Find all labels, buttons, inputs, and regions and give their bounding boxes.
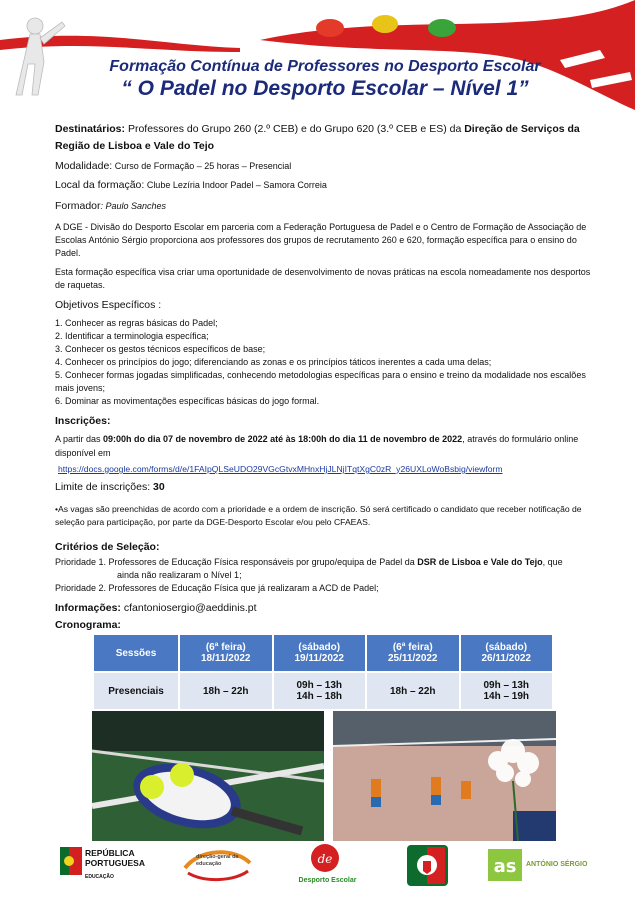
objetivos-list	[55, 317, 592, 408]
objetivo-item: 1. Conhecer as regras básicas do Padel;	[55, 318, 218, 328]
padel-racket-photo	[92, 711, 324, 841]
date-label: 18/11/2022	[201, 653, 251, 664]
local-value: Clube Lezíria Indoor Padel – Samora Correia	[144, 180, 327, 190]
republica-text: REPÚBLICA	[85, 848, 135, 858]
inscricoes-title: Inscrições:	[55, 415, 111, 427]
day-header	[180, 635, 272, 671]
inscricoes-period: 09:00h do dia 07 de novembro de 2022 até às 18:00h do dia 11 de novembro de 2022	[103, 434, 463, 444]
formador-value: : Paulo Sanches	[100, 201, 167, 211]
prioridade-1-region: DSR de Lisboa e Vale do Tejo	[417, 557, 543, 567]
table-row	[94, 673, 552, 709]
hours-value: 18h – 22h	[389, 685, 436, 697]
desporto-escolar-icon	[310, 843, 340, 873]
vagas-note: •As vagas são preenchidas de acordo com a prioridade e a ordem de inscrição. Só será certificado o candidato que receber notificação de seleção para participação, por parte da DGE-Desporto Escolar e/ou pelo CFAEAS.	[55, 504, 582, 527]
objetivos-title: Objetivos Específicos :	[55, 299, 162, 311]
as-icon	[488, 849, 522, 881]
informacoes-label: Informações:	[55, 602, 121, 614]
hours-cell	[274, 673, 366, 709]
day-header	[461, 635, 553, 671]
modalidade-label: Modalidade:	[55, 160, 113, 172]
weekday-label: (6ª feira)	[205, 642, 246, 653]
federation-shield-icon	[405, 843, 450, 888]
dge-logo	[180, 843, 255, 891]
objetivo-item: 2. Identificar a terminologia específica;	[55, 331, 209, 341]
date-label: 19/11/2022	[294, 653, 344, 664]
date-label: 26/11/2022	[481, 653, 531, 664]
course-subtitle: Formação Contínua de Professores no Desporto Escolar	[109, 58, 541, 75]
intro-paragraph-2: Esta formação específica visa criar uma oportunidade de desenvolvimento de novas práticas na escola nomeadamente nos desportos de raquetas.	[55, 267, 591, 290]
portugal-flag-icon	[60, 847, 82, 875]
hours-value: 14h – 19h	[483, 691, 530, 702]
cronograma-table	[92, 633, 554, 711]
criterios-list	[55, 556, 592, 595]
table-header-row	[94, 635, 552, 671]
objetivo-item: 6. Dominar as movimentações específicas básicas do jogo formal.	[55, 396, 320, 406]
prioridade-1-text: Prioridade 1. Professores de Educação Física responsáveis por grupo/equipa de Padel da	[55, 557, 418, 567]
destinatarios-label: Destinatários:	[55, 123, 126, 135]
prioridade-2: Prioridade 2. Professores de Educação Física que já realizaram a ACD de Padel;	[55, 583, 379, 593]
hours-cell	[461, 673, 553, 709]
presenciais-label: Presenciais	[94, 673, 178, 709]
local-label: Local da formação:	[55, 179, 145, 191]
destinatarios-section	[55, 121, 592, 155]
day-header	[274, 635, 366, 671]
hours-cell	[180, 673, 272, 709]
inscricoes-post: , através do formulário online disponível em	[55, 434, 579, 458]
informacoes-email[interactable]: cfantoniosergio@aeddinis.pt	[120, 602, 257, 614]
portuguesa-text: PORTUGUESA	[85, 858, 145, 868]
course-title: “ O Padel no Desporto Escolar – Nível 1”	[121, 77, 529, 100]
weekday-label: (sábado)	[298, 642, 341, 653]
prioridade-1	[55, 556, 592, 569]
hours-value: 14h – 18h	[296, 691, 343, 702]
svg-text:as: as	[493, 856, 517, 877]
desporto-escolar-text: Desporto Escolar	[298, 877, 357, 884]
padel-federation-logo	[405, 843, 450, 891]
inscricoes-text	[55, 432, 592, 460]
hours-value: 09h – 13h	[296, 680, 343, 691]
hours-cell	[367, 673, 459, 709]
educacao-text: EDUCAÇÃO	[85, 874, 114, 880]
dge-text: direção-geral da educação	[196, 854, 239, 867]
modalidade-line	[55, 159, 291, 174]
form-link-row	[58, 462, 595, 476]
form-link[interactable]: https://docs.google.com/forms/d/e/1FAIpQLSeUDO29VGcGtvxMHnxHjJLNjITqtXgC0zR_y26UXLoWoBsbig/viewform	[58, 464, 503, 474]
antonio-sergio-text: ANTÓNIO SÉRGIO	[526, 861, 588, 868]
prioridade-1-cont: ainda não realizaram o Nível 1;	[117, 570, 242, 580]
republica-portuguesa-logo	[60, 843, 155, 891]
informacoes-line	[55, 601, 257, 616]
criterios-title: Critérios de Seleção:	[55, 541, 160, 553]
destinatarios-region: Direção de Serviços da Região de Lisboa e Vale do Tejo	[55, 123, 580, 152]
hours-value: 18h – 22h	[202, 685, 249, 697]
sessoes-header: Sessões	[94, 635, 178, 671]
destinatarios-text: Professores do Grupo 260 (2.º CEB) e do Grupo 620 (3.º CEB e ES) da	[125, 123, 465, 135]
intro-paragraph-1: A DGE - Divisão do Desporto Escolar em parceria com a Federação Portuguesa de Padel e o Centro de Formação de Associação de Escolas António Sérgio proporciona aos professores dos grupos de recrutamento 260 e 620, formação específica para o ensino do Padel.	[55, 222, 587, 258]
desporto-escolar-logo	[290, 843, 365, 891]
limite-label: Limite de inscrições:	[55, 481, 151, 493]
weekday-label: (6ª feira)	[392, 642, 433, 653]
limite-value: 30	[150, 481, 165, 493]
hours-value: 09h – 13h	[483, 680, 530, 691]
modalidade-value: Curso de Formação – 25 horas – Presencial	[112, 161, 292, 171]
svg-text:de: de	[317, 852, 333, 866]
antonio-sergio-logo	[488, 843, 588, 891]
limite-line	[55, 480, 165, 495]
formador-line	[55, 199, 166, 214]
objetivo-item: 3. Conhecer os gestos técnicos específicos de base;	[55, 344, 266, 354]
inscricoes-pre: A partir das	[55, 434, 104, 444]
objetivo-item: 5. Conhecer formas jogadas simplificadas, conhecendo metodologias específicas para o ensino e treino da modalidade nos escalões mais jovens;	[55, 370, 586, 393]
day-header	[367, 635, 459, 671]
objetivo-item: 4. Conhecer os princípios do jogo; diferenciando as zonas e os princípios táticos inerentes a cada uma delas;	[55, 357, 492, 367]
formador-label: Formador	[55, 200, 101, 212]
weekday-label: (sábado)	[485, 642, 528, 653]
local-line	[55, 178, 327, 193]
cronograma-title: Cronograma:	[55, 619, 121, 631]
prioridade-1-tail: , que	[542, 557, 563, 567]
padel-court-photo	[333, 711, 556, 841]
date-label: 25/11/2022	[388, 653, 438, 664]
